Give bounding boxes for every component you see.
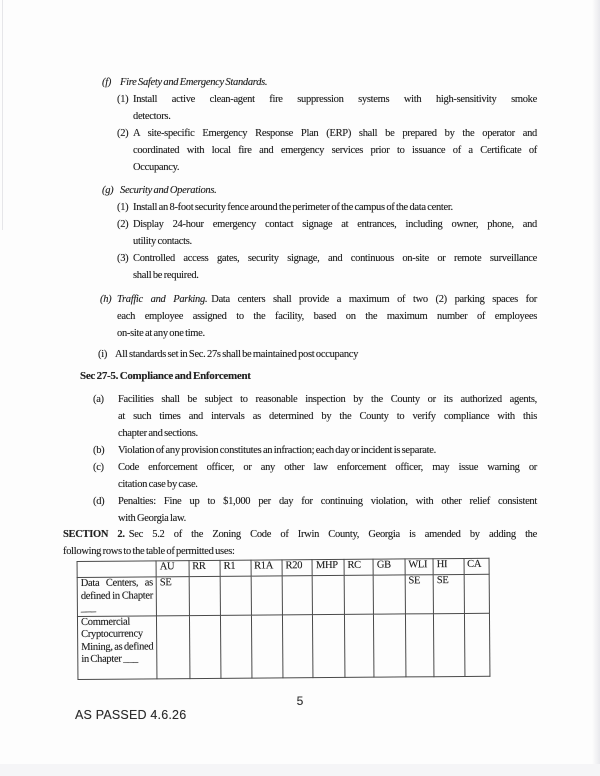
list-item-b [93, 442, 537, 459]
item-label: (1) [117, 202, 129, 213]
item-label: (d) [93, 496, 105, 507]
item-label: (3) [117, 253, 129, 264]
table-cell [344, 614, 374, 677]
table-row-label: Data Centers, as defined in Chapter ___ [77, 577, 156, 616]
table-cell [157, 615, 190, 678]
table-cell [464, 574, 490, 613]
text-run: Data centers shall provide a maximum of two (2) parking spaces for [211, 294, 537, 305]
section-f-heading [102, 74, 600, 91]
text-line: at such times and intervals as determined by the County to verify compliance with this [118, 411, 537, 422]
scan-edge-bottom [0, 764, 600, 776]
table-header-cell-ca: CA [464, 558, 490, 574]
table-row-data-centers [77, 574, 489, 616]
text-line: chapter and sections. [118, 428, 198, 439]
table-cell [282, 614, 313, 677]
table-cell [189, 615, 221, 678]
table-header-cell-mhp: MHP [312, 559, 344, 575]
item-label: (2) [117, 128, 129, 139]
table-header-cell-rc: RC [344, 559, 374, 575]
table-row-label: Commercial Cryptocurrency Mining, as defined in Chapter ___ [77, 615, 157, 679]
text-line: shall be required. [133, 270, 199, 281]
list-item-c [93, 459, 537, 493]
text-line: Controlled access gates, security signage, and continuous on-site or remote surveillance [133, 253, 537, 264]
table-cell [282, 576, 313, 615]
text-line: Install active clean-agent fire suppression systems with high-sensitivity smoke [133, 94, 537, 105]
text-line: utility contacts. [133, 236, 192, 247]
text-line: Install an 8-foot security fence around the perimeter of the campus of the data center. [133, 202, 453, 213]
list-item-d [93, 493, 537, 527]
table-header-cell-r20: R20 [282, 560, 313, 576]
text-line: each employee assigned to the facility, based on the maximum number of employees [117, 311, 537, 322]
item-label: (a) [93, 394, 104, 405]
text-line: All standards set in Sec. 27s shall be maintained post occupancy [115, 349, 359, 360]
text-line [117, 291, 537, 308]
scan-edge-left [2, 0, 3, 230]
text-line: detectors. [133, 111, 171, 122]
table-header-cell-gb: GB [373, 559, 405, 575]
section-g-title: Security and Operations. [120, 185, 217, 196]
text-line: Code enforcement officer, or any other law enforcement officer, may issue warning or [118, 462, 537, 473]
text-line: following rows to the table of permitted uses: [63, 546, 235, 557]
item-label: (1) [117, 94, 129, 105]
section-f-label: (f) [102, 77, 112, 88]
text-line: Violation of any provision constitutes an infraction; each day or incident is separate. [118, 445, 436, 456]
table-header-cell-blank [77, 561, 156, 578]
permitted-uses-table [77, 558, 491, 680]
section2-label: SECTION 2. [63, 529, 125, 540]
table-row-crypto-mining [77, 613, 489, 679]
list-item-f2 [117, 125, 537, 176]
list-item-i [98, 346, 600, 363]
text-line: Facilities shall be subject to reasonable inspection by the County or its authorized agents, [118, 394, 537, 405]
text-line: citation case by case. [118, 479, 198, 490]
text-line: A site-specific Emergency Response Plan (ERP) shall be prepared by the operator and [133, 128, 537, 139]
text-line: Penalties: Fine up to $1,000 per day for continuing violation, with other relief consistent [118, 496, 537, 507]
table-header-cell-r1: R1 [220, 560, 251, 576]
text-line [63, 526, 537, 543]
text-run: Sec 5.2 of the Zoning Code of Irwin County, Georgia is amended by adding the [128, 529, 537, 540]
section-g-label: (g) [102, 185, 114, 196]
item-label: (c) [93, 462, 104, 473]
table-cell [221, 615, 252, 678]
section-f-title: Fire Safety and Emergency Standards. [120, 77, 268, 88]
table-cell [373, 575, 405, 614]
table-header-cell-r1a: R1A [251, 560, 283, 576]
table-cell [434, 613, 465, 676]
section2-paragraph [63, 526, 537, 560]
text-line: Display 24-hour emergency contact signage at entrances, including owner, phone, and [133, 219, 537, 230]
table-cell [374, 613, 406, 676]
text-line: coordinated with local fire and emergency services prior to issuance of a Certificate of [133, 145, 537, 156]
section-g-heading [102, 182, 600, 199]
list-item-g2 [117, 216, 537, 250]
list-item-h [100, 291, 537, 342]
table-cell [251, 576, 283, 615]
text-line: Occupancy. [133, 162, 180, 173]
list-item-a [93, 391, 537, 442]
item-label: (2) [117, 219, 129, 230]
table-header-cell-rr: RR [189, 560, 221, 576]
table-cell [344, 575, 374, 614]
text-line: on-site at any one time. [117, 328, 205, 339]
table-header-cell-au: AU [156, 561, 189, 577]
table-cell [251, 614, 283, 677]
table-cell [313, 575, 345, 614]
page-number: 5 [296, 693, 304, 708]
scan-edge-right [592, 0, 600, 776]
table-cell [464, 613, 490, 676]
table-cell [313, 614, 345, 677]
table-cell: SE [405, 575, 434, 614]
table-cell: SE [156, 577, 189, 616]
item-label: (h) [100, 294, 112, 305]
list-item-g3 [117, 250, 537, 284]
table-cell [189, 576, 221, 615]
table-header-cell-hi: HI [433, 558, 464, 574]
list-item-g1 [117, 199, 537, 216]
text-line: with Georgia law. [118, 513, 186, 524]
item-title: Traffic and Parking. [117, 294, 208, 305]
as-passed-stamp: AS PASSED 4.6.26 [75, 707, 187, 722]
table-header-cell-wli: WLI [405, 559, 434, 575]
table-cell [220, 576, 251, 615]
item-label: (b) [93, 445, 105, 456]
list-item-f1 [117, 91, 537, 125]
compliance-heading: Sec 27-5. Compliance and Enforcement [80, 370, 251, 382]
table-cell [405, 613, 434, 676]
table-cell: SE [433, 574, 464, 613]
item-label: (i) [98, 349, 108, 360]
